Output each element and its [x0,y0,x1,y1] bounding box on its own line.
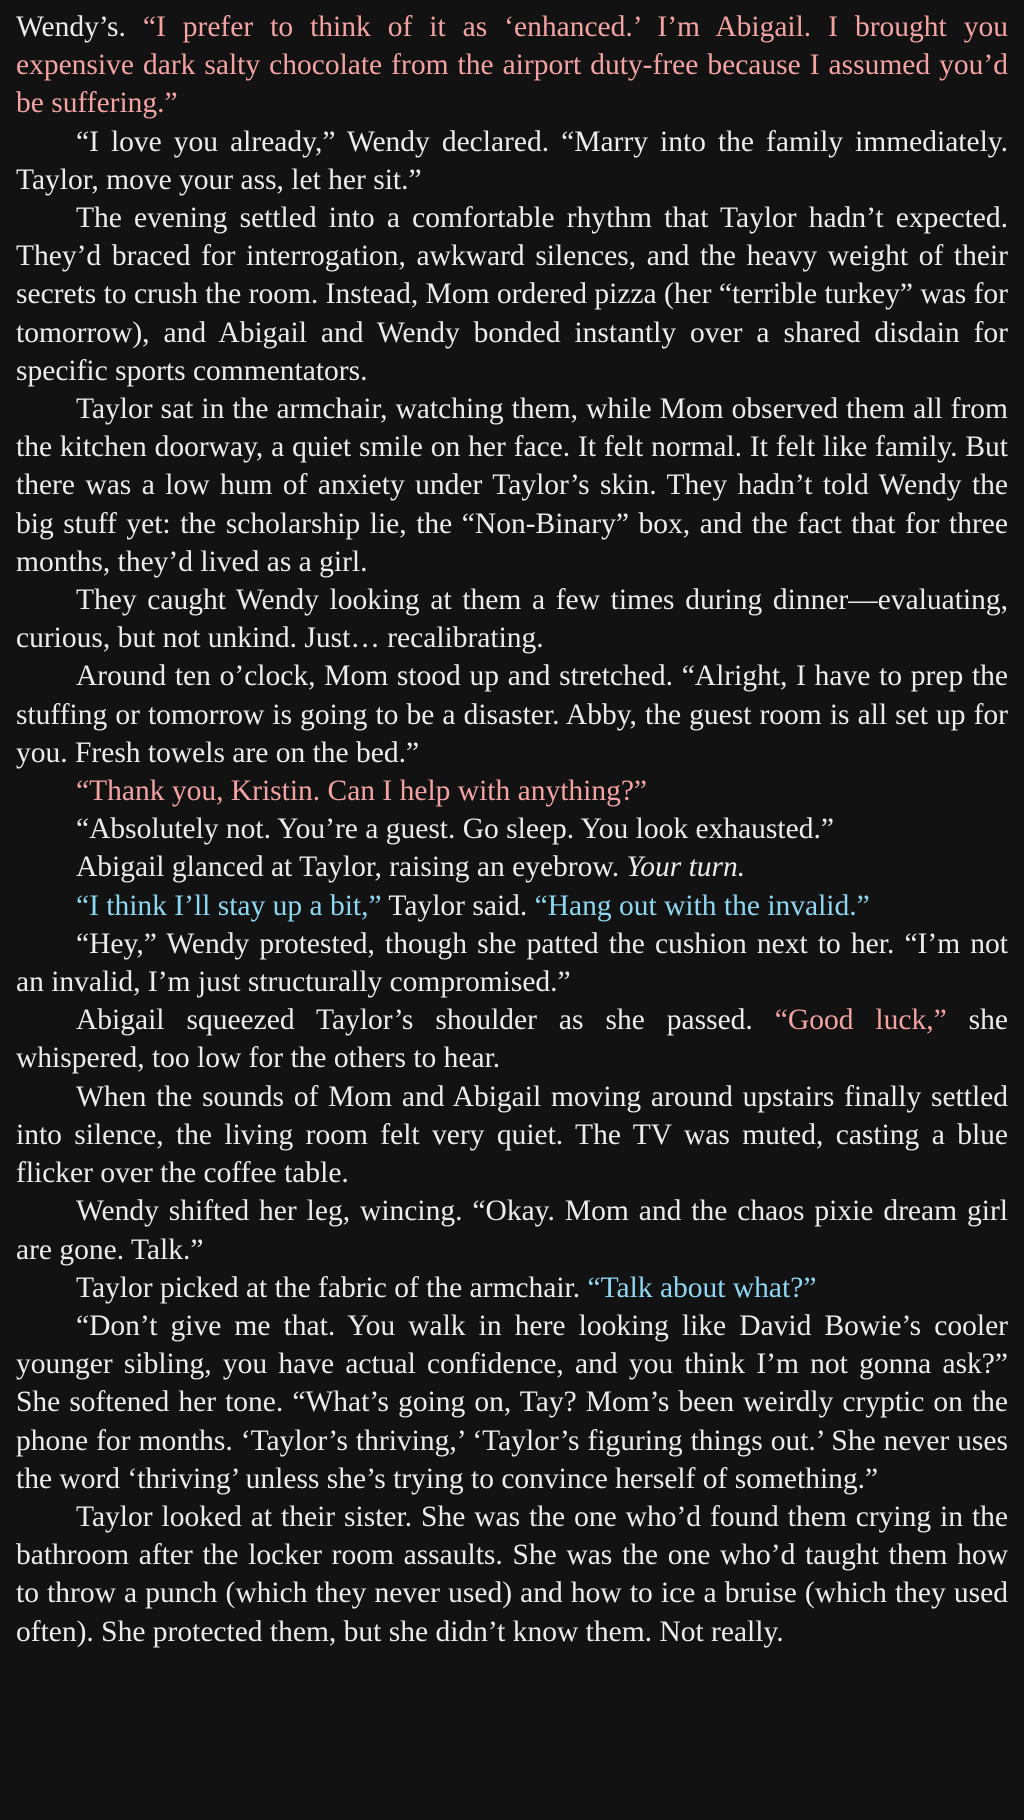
narration-text: Taylor picked at the fabric of the armchair. [76,1271,588,1304]
paragraph [16,8,1008,123]
abigail-dialogue: “I prefer to think of it as ‘enhanced.’ I’m Abigail. I brought you expensive dark salty chocolate from the airport duty-free because I assumed you’d be suffering.” [16,11,1008,120]
narration-text: “Don’t give me that. You walk in here looking like David Bowie’s cooler younger sibling, you have actual confidence, and you think I’m not gonna ask?” She softened her tone. “What’s going on, Tay? Mom’s been weirdly cryptic on the phone for months. ‘Taylor’s thriving,’ ‘Taylor’s figuring things out.’ She never uses the word ‘thriving’ unless she’s trying to convince herself of something.” [16,1309,1008,1495]
taylor-dialogue: “Talk about what?” [587,1271,817,1304]
narration-text: Wendy shifted her leg, wincing. “Okay. Mom and the chaos pixie dream girl are gone. Talk.” [16,1195,1008,1266]
narration-text: “Hey,” Wendy protested, though she patted the cushion next to her. “I’m not an invalid, I’m just structurally compromised.” [16,927,1008,999]
paragraph [16,1078,1008,1193]
paragraph [16,887,1008,925]
paragraph [16,199,1008,390]
narration-text: Taylor sat in the armchair, watching them, while Mom observed them all from the kitchen doorway, a quiet smile on her face. It felt normal. It felt like family. But there was a low hum of anxiety under Taylor’s skin. They hadn’t told Wendy the big stuff yet: the scholarship lie, the “Non-Binary” box, and the fact that for three months, they’d lived as a girl. [16,393,1008,578]
narration-text: Taylor said. [381,889,535,922]
narration-text: Around ten o’clock, Mom stood up and stretched. “Alright, I have to prep the stuffing or tomorrow is going to be a disaster. Abby, the guest room is all set up for you. Fresh towels are on the bed.” [16,660,1008,769]
paragraph [16,657,1008,772]
narration-text: Wendy’s. [16,11,143,43]
narration-text: Taylor looked at their sister. She was the one who’d found them crying in the bathroom after the locker room assaults. She was the one who’d taught them how to throw a punch (which they never used) and how to ice a bruise (which they used often). She protected them, but she didn’t know them. Not really. [16,1500,1008,1648]
paragraph [16,390,1008,581]
paragraph [16,1498,1008,1651]
paragraph [16,581,1008,657]
paragraph [16,1192,1008,1268]
narration-text: Abigail squeezed Taylor’s shoulder as she passed. [76,1004,775,1037]
paragraph [16,848,1008,886]
paragraph [16,1001,1008,1077]
italic-text: Your turn. [626,851,746,884]
narration-text: They caught Wendy looking at them a few times during dinner—evaluating, curious, but not unkind. Just… recalibrating. [16,584,1008,655]
abigail-dialogue: “Thank you, Kristin. Can I help with anything?” [76,775,648,808]
narration-text: she whispered, too low for the others to hear. [16,1004,1008,1075]
narration-text: “I love you already,” Wendy declared. “Marry into the family immediately. Taylor, move your ass, let her sit.” [16,125,1008,196]
narration-text: The evening settled into a comfortable rhythm that Taylor hadn’t expected. They’d braced for interrogation, awkward silences, and the heavy weight of their secrets to crush the room. Instead, Mom ordered pizza (her “terrible turkey” was for tomorrow), and Abigail and Wendy bonded instantly over a shared disdain for specific sports commentators. [16,202,1008,387]
paragraph [16,772,1008,810]
paragraph [16,925,1008,1001]
taylor-dialogue: “I think I’ll stay up a bit,” [76,889,382,922]
paragraph [16,1307,1008,1498]
paragraph [16,123,1008,199]
narration-text: “Absolutely not. You’re a guest. Go sleep. You look exhausted.” [76,813,834,846]
abigail-dialogue: “Good luck,” [774,1004,947,1037]
document-page [16,8,1008,1651]
narration-text: When the sounds of Mom and Abigail moving around upstairs finally settled into silence, the living room felt very quiet. The TV was muted, casting a blue flicker over the coffee table. [16,1080,1008,1190]
narration-text: Abigail glanced at Taylor, raising an eyebrow. [76,851,627,884]
paragraph [16,810,1008,848]
taylor-dialogue: “Hang out with the invalid.” [534,889,870,922]
paragraph [16,1269,1008,1307]
